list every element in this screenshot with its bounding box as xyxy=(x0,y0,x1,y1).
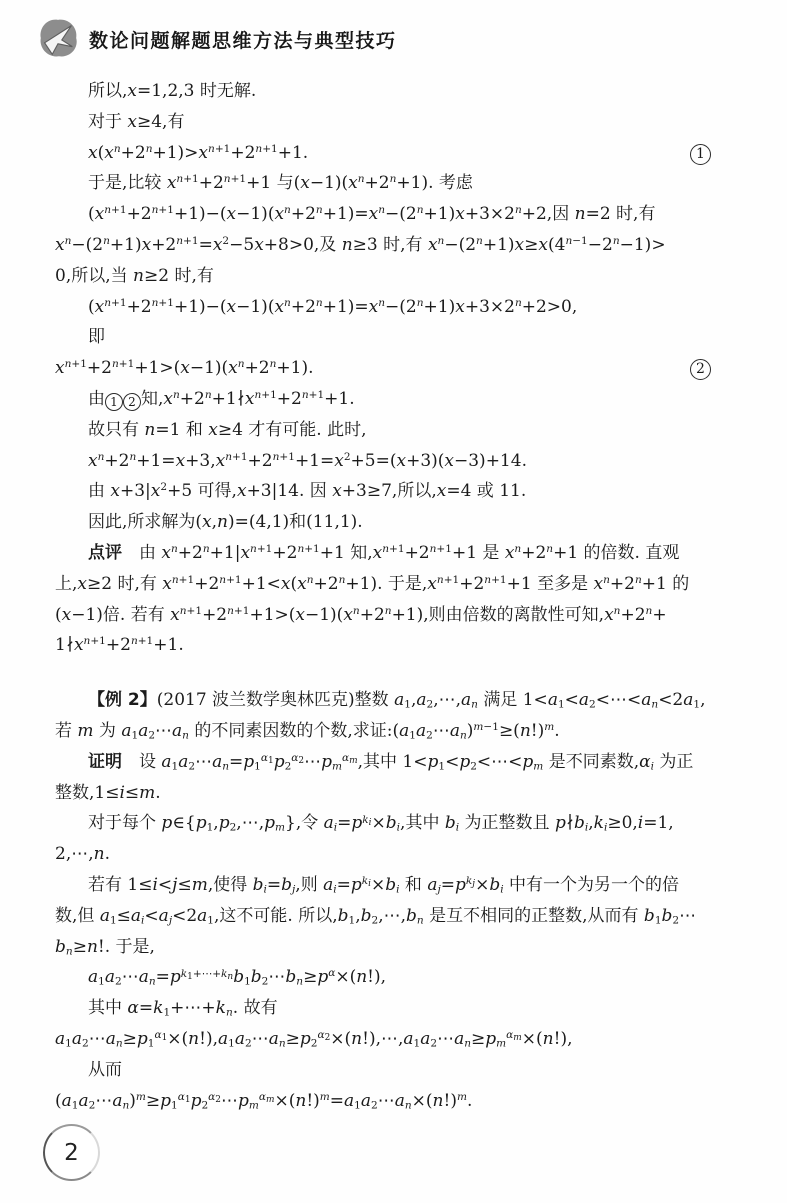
line-text: 由 $x+3|x^2+5$ 可得,x+3|14. 因 x+3≥7,所以,x=4 或 11. xyxy=(88,481,527,502)
book-title: 数论问题解题思维方法与典型技巧 xyxy=(89,29,397,52)
text-line xyxy=(55,901,731,932)
text-line xyxy=(55,230,731,261)
line-text: 对于 x≥4,有 xyxy=(88,111,185,132)
page-header xyxy=(36,16,397,62)
line-text: $x^n+2^n+1=x+3,x^{n+1}+2^{n+1}+1=x^2+5=(x+3)(x-3)+14$. xyxy=(88,450,527,471)
text-line xyxy=(55,569,731,600)
line-text: 故只有 n=1 和 x≥4 才有可能. 此时, xyxy=(88,419,367,440)
line-text: $1∤x^{n+1}+2^{n+1}+1$. xyxy=(55,635,184,656)
line-text: 整数,1≤i≤m. xyxy=(55,782,161,803)
line-text: 因此,所求解为(x,n)=(4,1)和(11,1). xyxy=(88,512,363,533)
line-text: $(x^{n+1}+2^{n+1}+1)-(x-1)(x^n+2^n+1)=x^n-(2^n+1)x+3\times 2^n+2$,因 n=2 时,有 xyxy=(88,204,656,225)
line-text: 由 1 2 知$,x^n+2^n+1∤x^{n+1}+2^{n+1}+1$. xyxy=(88,388,355,409)
text-line xyxy=(55,415,731,446)
publisher-logo-icon xyxy=(36,16,80,62)
text-line xyxy=(55,353,731,384)
line-text: $x^n-(2^n+1)x+2^{n+1}=x^2-5x+8>0$,及 n≥3 时,有 $x^n-(2^n+1)x\ge x(4^{n-1}-2^n-1)>$ xyxy=(55,234,666,255)
line-text: 于是,比较 $x^{n+1}+2^{n+1}+1$ 与$(x-1)(x^n+2^n+1)$. 考虑 xyxy=(88,173,473,194)
text-line xyxy=(55,747,731,778)
equation-number-badge xyxy=(690,353,711,384)
line-text: 2,⋯,n. xyxy=(55,844,110,865)
line-text: $(x^{n+1}+2^{n+1}+1)-(x-1)(x^n+2^n+1)=x^n-(2^n+1)x+3\times 2^n+2>0$, xyxy=(88,296,578,317)
text-line xyxy=(55,1086,731,1117)
line-text: (x−1)倍. 若有 $x^{n+1}+2^{n+1}+1>(x-1)(x^n+2^n+1)$,则由倍数的离散性可知$,x^n+2^n+$ xyxy=(55,604,667,625)
text-line xyxy=(55,993,731,1024)
text-line xyxy=(55,199,731,230)
line-text: $b_n\ge n$!. 于是, xyxy=(55,936,155,958)
line-text: 上,x≥2 时,有 $x^{n+1}+2^{n+1}+1<x(x^n+2^n+1)$. 于是$,x^{n+1}+2^{n+1}+1$ 至多是 $x^n+2^n+1$ 的 xyxy=(55,573,690,594)
line-text: 即 xyxy=(88,327,105,348)
equation-number: 2 xyxy=(690,359,711,380)
text-line xyxy=(55,168,731,199)
line-text: 证明 设 $a_1a_2\cdots a_n=p_1^{\alpha_1}p_2^{\alpha_2}\cdots p_m^{\alpha_m}$,其中 $1<p_1<p_2<\cdots<p_m$ 是不同素数$,\alpha_i$ 为正 xyxy=(88,751,694,773)
text-line xyxy=(55,932,731,963)
line-text: 若 m 为 $a_1a_2\cdots a_n$ 的不同素因数的个数,求证$:(a_1a_2\cdots a_n)^{m-1}\ge(n!)^m$. xyxy=(55,720,560,742)
text-line xyxy=(55,107,731,138)
page-number-badge xyxy=(43,1124,100,1181)
line-text: 【例 2】(2017 波兰数学奥林匹克)整数 $a_1,a_2,\cdots,a_n$ 满足 $1<a_1<a_2<\cdots<a_n<2a_1$, xyxy=(88,690,706,711)
line-text: 所以,x=1,2,3 时无解. xyxy=(88,81,257,101)
text-line xyxy=(55,538,731,569)
line-text: 其中 $\alpha=k_1+\cdots+k_n$. 故有 xyxy=(88,998,278,1019)
text-line xyxy=(55,507,731,538)
text-line xyxy=(55,839,731,870)
text-line xyxy=(55,138,731,169)
text-line xyxy=(55,1055,731,1086)
equation-number-badge xyxy=(690,138,711,169)
line-text: $x(x^n+2^n+1)>x^{n+1}+2^{n+1}+1$. xyxy=(88,142,309,163)
text-line xyxy=(55,446,731,477)
line-text: 若有 1≤i<j≤m,使得 $b_i=b_j$,则 $a_i=p^{k_i}\times b_i$ 和 $a_j=p^{k_j}\times b_i$ 中有一个为另一个的倍 xyxy=(88,874,679,896)
page-body xyxy=(55,76,731,1116)
text-line xyxy=(55,716,731,747)
line-text: 点评 由 $x^n+2^n+1|x^{n+1}+2^{n+1}+1$ 知$,x^{n+1}+2^{n+1}+1$ 是 $x^n+2^n+1$ 的倍数. 直观 xyxy=(88,542,680,563)
text-line xyxy=(55,76,731,107)
text-line xyxy=(55,261,731,292)
line-text: 对于每个 $p\in\{p_1,p_2,\cdots,p_m\}$,令 $a_i=p^{k_i}\times b_i$,其中 $b_i$ 为正整数且 $p∤b_i,k_i\ge 0,i=1$, xyxy=(88,813,674,834)
page-number: 2 xyxy=(64,1139,79,1166)
line-text: $a_1a_2\cdots a_n=p^{k_1+\cdots+k_n}b_1b_2\cdots b_n\ge p^\alpha\times(n!)$, xyxy=(88,967,387,988)
line-text: 数,但 $a_1\le a_i<a_j<2a_1$,这不可能. 所以$,b_1,b_2,\cdots,b_n$ 是互不相同的正整数,从而有 $b_1b_2\cdots$ xyxy=(55,905,697,927)
line-text: $x^{n+1}+2^{n+1}+1>(x-1)(x^n+2^n+1)$. xyxy=(55,358,314,379)
text-line xyxy=(55,384,731,415)
text-line xyxy=(55,630,731,661)
text-line xyxy=(55,808,731,839)
text-line xyxy=(55,870,731,901)
line-text: 从而 xyxy=(88,1059,122,1080)
text-line xyxy=(55,322,731,353)
text-line xyxy=(55,476,731,507)
line-text: 0,所以,当 n≥2 时,有 xyxy=(55,265,214,286)
line-text: $(a_1a_2\cdots a_n)^m\ge p_1^{\alpha_1}p_2^{\alpha_2}\cdots p_m^{\alpha_m}\times(n!)^m=a_1a_2\cdots a_n\times(n!)^m$. xyxy=(55,1090,473,1112)
text-line xyxy=(55,962,731,993)
text-line xyxy=(55,778,731,809)
text-line xyxy=(55,685,731,716)
text-line xyxy=(55,292,731,323)
line-text: $a_1a_2\cdots a_n\ge p_1^{\alpha_1}\times(n!),a_1a_2\cdots a_n\ge p_2^{\alpha_2}\times(n!),\cdots,a_1a_2\cdots a_n\ge p_m^{\alpha_m}\times(n!)$, xyxy=(55,1028,573,1050)
text-line xyxy=(55,600,731,631)
text-line xyxy=(55,1024,731,1055)
equation-number: 1 xyxy=(690,144,711,165)
